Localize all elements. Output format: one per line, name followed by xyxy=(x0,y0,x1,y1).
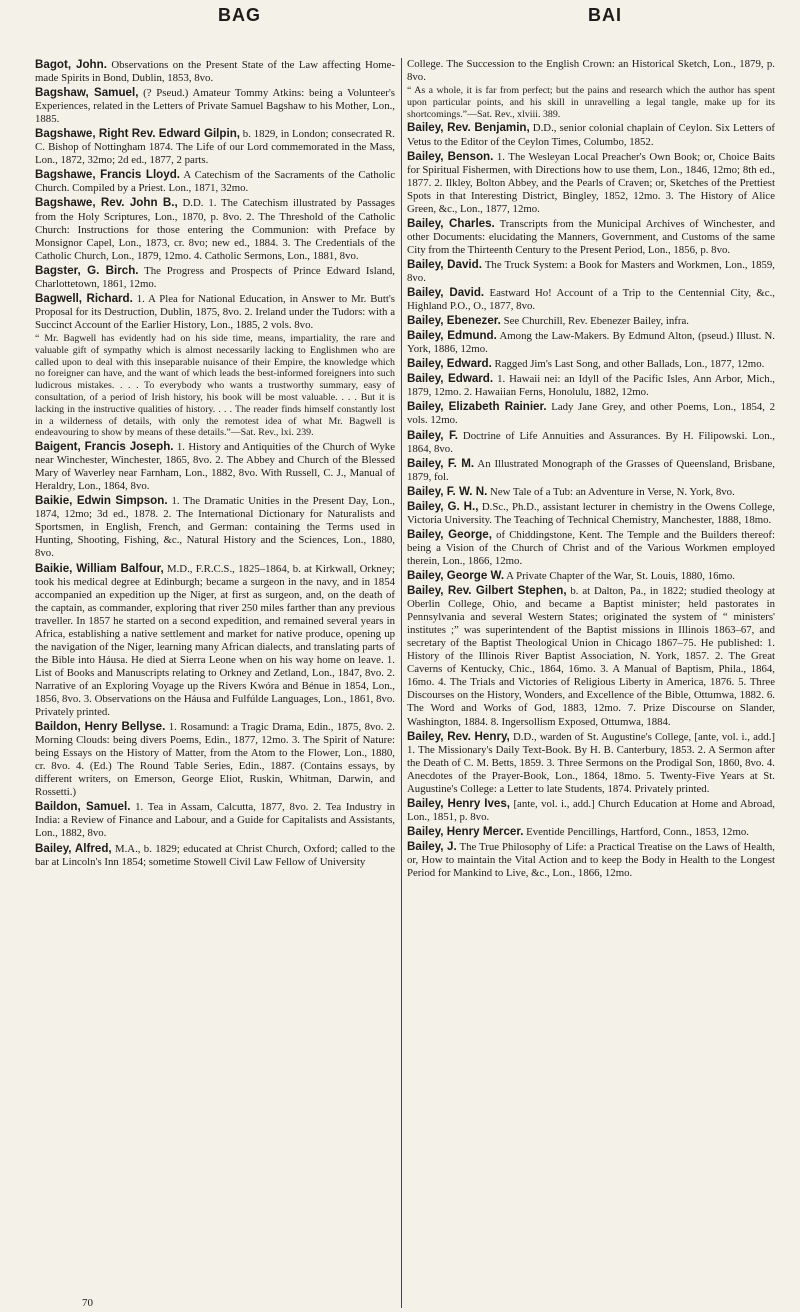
entry-heading: Bailey, Alfred, xyxy=(35,841,112,855)
entry-text: D.D., senior colonial chaplain of Ceylon. Six Letters of Vetus to the Editor of the Ceylon Times, Columbo, 1852. xyxy=(407,122,775,148)
review-quote xyxy=(407,85,775,120)
entry-text: Eventide Pencillings, Hartford, Conn., 1853, 12mo. xyxy=(523,825,749,838)
entry-heading: Bailey, F. M. xyxy=(407,456,475,470)
entry xyxy=(407,457,775,484)
entry-text: Ragged Jim's Last Song, and other Ballads, Lon., 1877, 12mo. xyxy=(491,358,765,371)
entry xyxy=(35,58,395,85)
entry-heading: Bagster, G. Birch. xyxy=(35,263,139,277)
review-quote xyxy=(35,333,395,439)
entry-text: New Tale of a Tub: an Adventure in Verse, N. York, 8vo. xyxy=(487,485,735,498)
entry xyxy=(407,58,775,84)
entry xyxy=(407,569,775,583)
entry xyxy=(407,429,775,456)
entry xyxy=(35,720,395,799)
entry xyxy=(407,329,775,356)
entry-heading: Bailey, David. xyxy=(407,257,482,271)
entry xyxy=(35,842,395,869)
entry-heading: Bailey, Edmund. xyxy=(407,329,497,343)
entry xyxy=(407,357,775,371)
entry-heading: Bagshawe, Francis Lloyd. xyxy=(35,168,181,182)
entry-heading: Baigent, Francis Joseph. xyxy=(35,440,174,454)
entry-heading: Bagshaw, Samuel, xyxy=(35,86,139,100)
entry-heading: Bailey, George W. xyxy=(407,568,505,582)
entry xyxy=(407,400,775,427)
entry-text: [ante, vol. i., add.] Church Education at Home and Abroad, Lon., 1851, p. 8vo. xyxy=(407,797,775,823)
entry xyxy=(35,168,395,195)
entry-text: 1. Tea in Assam, Calcutta, 1877, 8vo. 2. Tea Industry in India: a Review of Finance and Labour, and a Guide for Capitalists and Assistants, Lon., 1882, 8vo. xyxy=(35,801,395,840)
entry xyxy=(407,217,775,257)
entry-text: D.D. 1. The Catechism illustrated by Passages from the Holy Scriptures, Lon., 1870, p. 8vo. 2. The Threshold of the Catholic Church: Instructions for those entering the Communion: with Preface by Monsignor Capel, Lon., 1873, cr. 8vo; new ed., 1884. 3. The Credentials of the Catholic Church, Lon., 1879, 12mo. 4. Catholic Sermons, Lon., 1881, 8vo. xyxy=(35,197,395,262)
entry-text: See Churchill, Rev. Ebenezer Bailey, infra. xyxy=(500,315,689,328)
column-divider xyxy=(401,58,402,1308)
entry-heading: Bailey, George, xyxy=(407,527,492,541)
entry-heading: Bagot, John. xyxy=(35,58,107,71)
entry-text: An Illustrated Monograph of the Grasses of Queensland, Brisbane, 1879, fol. xyxy=(407,457,775,483)
entry xyxy=(35,292,395,332)
entry-text: Eastward Ho! Account of a Trip to the Centennial City, &c., Highland P.O., O., 1877, 8vo. xyxy=(407,287,775,313)
entry-heading: Bagwell, Richard. xyxy=(35,291,133,305)
entry xyxy=(407,500,775,527)
quote-text: “ Mr. Bagwell has evidently had on his side time, means, impartiality, the rare and valuable gift of sympathy which is almost necessarily lacking to Englishmen who are called upon to deal with this inseparable nuisance of their Empire, the knowledge which no foreigner can have, and the want of which leads the best-informed foreigners into such ludicrous mistakes. . . . To everybody who wants a trustworthy summary, easy of consultation, of a period of Irish history, his book will be most valuable. . . . But it is lacking in the instructive qualities of history. . . . The reader finds himself constantly lost in a wilderness of details, with only the remotest idea of what Mr. Bagwell is endeavouring to show by means of these details.”—Sat. Rev., lxi. 239. xyxy=(35,332,395,439)
entry-text: 1. The Wesleyan Local Preacher's Own Book; or, Choice Baits for Spiritual Fishermen, with Directions how to use them, Lon., 1846, 12mo; 8th ed., 1877. 2. Ilkley, Bolton Abbey, and the Pearls of Craven; or, Sketches of the Prettiest Spots in that Interesting District, Bingley, 1852, 12mo. 3. The History of Alice Green, &c., Lon., 1877, 12mo. xyxy=(407,150,775,215)
entry-text: The Truck System: a Book for Masters and Workmen, Lon., 1859, 8vo. xyxy=(407,258,775,284)
entry xyxy=(35,494,395,560)
entry xyxy=(407,286,775,313)
entry-text: A Private Chapter of the War, St. Louis, 1880, 16mo. xyxy=(504,569,735,582)
entry xyxy=(35,264,395,291)
entry-text: A Catechism of the Sacraments of the Catholic Church. Compiled by a Priest. Lon., 1871, 32mo. xyxy=(35,169,395,195)
entry xyxy=(35,127,395,167)
entry xyxy=(35,86,395,126)
entry-heading: Bailey, F. xyxy=(407,428,458,442)
entry-heading: Bailey, Rev. Gilbert Stephen, xyxy=(407,584,567,598)
entry xyxy=(407,258,775,285)
entry-text: Doctrine of Life Annuities and Assurances. By H. Filipowski. Lon., 1864, 8vo. xyxy=(407,429,775,455)
entry-heading: Bailey, Henry Ives, xyxy=(407,796,511,810)
entry-heading: Bailey, Ebenezer. xyxy=(407,314,501,328)
entry-heading: Baildon, Henry Bellyse. xyxy=(35,720,166,734)
entry-text: of Chiddingstone, Kent. The Temple and the Builders thereof: being a Vision of the Church of Christ and of the Various Workmen employed therein, Lon., 1866, 12mo. xyxy=(407,528,775,567)
entry-text: (? Pseud.) Amateur Tommy Atkins: being a Volunteer's Experiences, related in the Letters of Private Samuel Bagshaw to his Mother, Lon., 1885. xyxy=(35,87,395,126)
entry-text: 1. The Dramatic Unities in the Present Day, Lon., 1874, 12mo; 3d ed., 1878. 2. The International Dictionary for Naturalists and Sportsmen, in English, French, and German: containing the Terms used in Hunting, Shooting, Fishing, &c., Natural History and the Sciences, Lon., 1880, 8vo. xyxy=(35,495,395,560)
entry-text: b. 1829, in London; consecrated R. C. Bishop of Nottingham 1874. The Life of our Lord commemorated in the Mass, Lon., 1872, 32mo; 2d ed., 1877, 2 parts. xyxy=(35,128,395,167)
entry-heading: Bailey, Edward. xyxy=(407,357,492,371)
entry-text: College. The Succession to the English Crown: an Historical Sketch, Lon., 1879, p. 8vo. xyxy=(407,58,775,84)
running-header-right: BAI xyxy=(588,5,622,25)
entry-text: Observations on the Present State of the Law affecting Home-made Spirits in Bond, Dublin, 1853, 8vo. xyxy=(35,59,395,85)
entry-heading: Bailey, Rev. Henry, xyxy=(407,729,510,743)
entry-heading: Bailey, David. xyxy=(407,286,485,300)
entry-heading: Bagshawe, Rev. John B., xyxy=(35,196,178,210)
entry-text: 1. Rosamund: a Tragic Drama, Edin., 1875, 8vo. 2. Morning Clouds: being divers Poems, Edin., 1877, 12mo. 3. The Spirit of Nature: being Essays on the History of Matter, from the Atom to the Flower, Lon., 1880, cr. 8vo. 4. (Ed.) The Round Table Series, Edin., 1887. (Contains essays, by different writers, on Emerson, George Eliot, Ruskin, Whitman, Darwin, and Rossetti.) xyxy=(35,721,395,799)
entry xyxy=(407,121,775,148)
entry-heading: Bagshawe, Right Rev. Edward Gilpin, xyxy=(35,127,241,141)
entry-text: The Progress and Prospects of Prince Edward Island, Charlottetown, 1861, 12mo. xyxy=(35,264,395,290)
entry-text: M.D., F.R.C.S., 1825–1864, b. at Kirkwall, Orkney; took his medical degree at Edinburgh; became a surgeon in the navy, and in 1854 accompanied an expedition up the Niger, at first as surgeon, and, on the death of the captain, as commander, exploring that river 250 miles farther than any previous traveller. In 1857 he started on a second expedition, and remained several years in Africa, establishing a native settlement and market for native produce, opening up the navigation of the Niger, learning many African dialects, and translating parts of the Bible into Háusa. He died at Sierra Leone when on his way home on leave. 1. List of Books and Manuscripts relating to Orkney and Zetland, Lon., 1847, 8vo. 2. Narrative of an Exploring Voyage up the Rivers Kwóra and Bénue in 1854, Lon., 1856, 8vo. 3. Observations on the Háusa and Fulfúlde Languages, Lon., 1861, 8vo. Privately printed. xyxy=(35,562,395,719)
entry-heading: Baikie, Edwin Simpson. xyxy=(35,494,168,508)
entry xyxy=(407,528,775,568)
entry-text: D.D., warden of St. Augustine's College, [ante, vol. i., add.] 1. The Missionary's Daily Text-Book. By H. B. Canterbury, 1853. 2. A Sermon after the Death of C. M. Betts, 1859. 3. Three Sermons on the Prodigal Son, 1860, 8vo. 4. Anecdotes of the Prayer-Book, Lon., 1864, 18mo. 5. Twenty-Five Years at St. Augustine's College: a Letter to late Students, 1874. Privately printed. xyxy=(407,730,776,795)
entry-text: M.A., b. 1829; educated at Christ Church, Oxford; called to the bar at Lincoln's Inn 1854; sometime Stowell Civil Law Fellow of University xyxy=(35,842,395,868)
entry xyxy=(407,372,775,399)
entry xyxy=(35,440,395,493)
entry xyxy=(407,825,775,839)
entry-text: 1. A Plea for National Education, in Answer to Mr. Butt's Proposal for its Destruction, Dublin, 1875, 8vo. 2. Ireland under the Tudors: with a Succinct Account of the Earlier History, Lon., 1885, 2 vols. 8vo. xyxy=(35,292,395,331)
entry-heading: Bailey, J. xyxy=(407,839,457,853)
entry-heading: Bailey, Henry Mercer. xyxy=(407,824,524,838)
entry-heading: Baildon, Samuel. xyxy=(35,800,131,814)
entry-text: Transcripts from the Municipal Archives of Winchester, and other Documents: elucidating the Manners, Government, and Customs of the same City from the Thirteenth Century to the Present Period, Lon., 1856, p. 8vo. xyxy=(407,217,775,256)
quote-text: “ As a whole, it is far from perfect; but the pains and research which the author has spent upon particular points, and his skill in unravelling a legal tangle, make up for its shortcomings.”—Sat. Rev., xlviii. 389. xyxy=(407,85,775,120)
entry-text: Among the Law-Makers. By Edmund Alton, (pseud.) Illust. N. York, 1886, 12mo. xyxy=(407,330,775,356)
entry xyxy=(407,485,775,499)
entry xyxy=(407,314,775,328)
entry xyxy=(407,797,775,824)
entry-heading: Bailey, Charles. xyxy=(407,216,495,230)
entry-text: D.Sc., Ph.D., assistant lecturer in chemistry in the Owens College, Victoria University. The Teaching of Technical Chemistry, Manchester, 1888, 18mo. xyxy=(407,500,775,526)
right-column xyxy=(407,58,775,881)
entry-heading: Bailey, Elizabeth Rainier. xyxy=(407,400,547,414)
entry xyxy=(35,800,395,840)
entry xyxy=(407,840,775,880)
entry-text: 1. History and Antiquities of the Church of Wyke near Winchester, Winchester, 1865, 8vo. 2. The Abbey and Church of the Blessed Mary of Waverley near Farnham, Lon., 1882, 8vo. With Russell, C. J., Manual of Heraldry, Lon., 1864, 8vo. xyxy=(35,441,395,493)
entry-text: The True Philosophy of Life: a Practical Treatise on the Laws of Health, or, How to maintain the Vital Action and to keep the Body in Health to the Longest Period for Mankind to Live, &c., Lon., 1866, 12mo. xyxy=(407,840,775,880)
entry-text: 1. Hawaii nei: an Idyll of the Pacific Isles, Ann Arbor, Mich., 1879, 12mo. 2. Hawaiian Ferns, Honolulu, 1882, 12mo. xyxy=(407,373,776,399)
entry-heading: Bailey, G. H., xyxy=(407,499,479,513)
entry-text: Lady Jane Grey, and other Poems, Lon., 1854, 2 vols. 12mo. xyxy=(407,401,775,427)
page-number: 70 xyxy=(82,1297,93,1309)
entry-heading: Bailey, Rev. Benjamin, xyxy=(407,121,530,135)
entry xyxy=(407,584,775,729)
entry-heading: Baikie, William Balfour, xyxy=(35,561,164,575)
entry xyxy=(407,730,775,796)
entry-heading: Bailey, Edward. xyxy=(407,372,494,386)
running-header-left: BAG xyxy=(218,5,261,25)
entry xyxy=(35,562,395,720)
entry-heading: Bailey, Benson. xyxy=(407,149,494,163)
left-column xyxy=(35,58,395,870)
entry xyxy=(35,196,395,262)
entry-heading: Bailey, F. W. N. xyxy=(407,484,488,498)
entry xyxy=(407,150,775,216)
entry-text: b. at Dalton, Pa., in 1822; studied theology at Oberlin College, Ohio, and became a Baptist minister; held pastorates in Pennsylvania and several Western States; originated the system of “ ministers' institutes ;” was superintendent of the Baptist missions in Illinois 1863–67, and secretary of the Baptist Theological Union in Chicago 1867–75. He published: 1. History of the Illinois River Baptist Association, N. York, 1857. 2. The Great Caverns of Kentucky, Chic., 1864, 16mo. 3. A Manual of Baptism, Phila., 1864, 16mo. 4. The Trials and Victories of Religious Liberty in America, 1876. 5. Three Discourses on the History, Wonders, and Excellence of the Bible, Ottumwa, 1882. 6. The Word and Works of God, 1883, 12mo. 7. Prize Discourse on Slander, Washington, 1884. 8. Ingersollism Exposed, Ottumwa, 1884. xyxy=(407,585,775,728)
